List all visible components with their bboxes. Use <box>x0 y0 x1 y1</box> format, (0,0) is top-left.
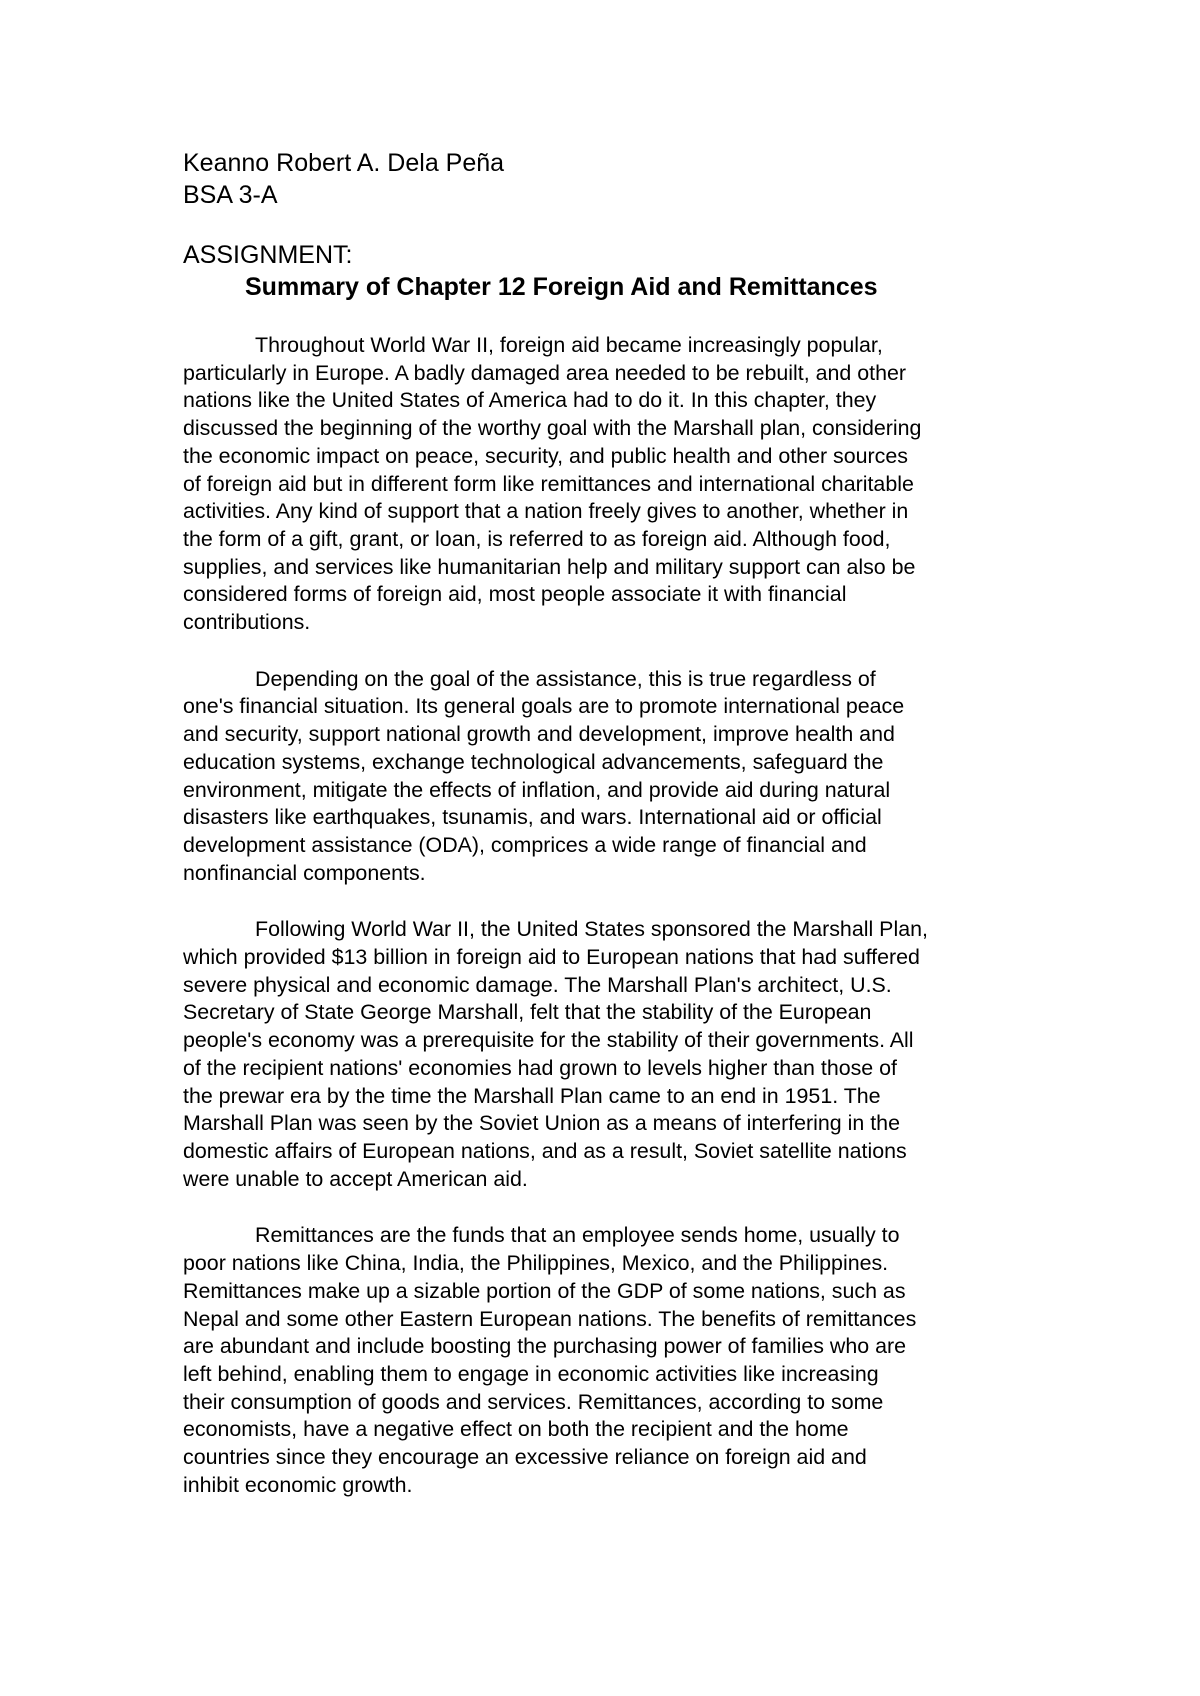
paragraph-line: Remittances are the funds that an employee sends home, usually to <box>255 1223 900 1248</box>
paragraph-line: Remittances make up a sizable portion of the GDP of some nations, such as <box>183 1278 906 1303</box>
paragraph-line: nations like the United States of America had to do it. In this chapter, they <box>183 388 877 413</box>
paragraph-line: of foreign aid but in different form like remittances and international charitable <box>183 471 914 496</box>
paragraph-line: left behind, enabling them to engage in economic activities like increasing <box>183 1361 879 1386</box>
paragraph-4 <box>183 1222 1043 1499</box>
paragraph-line: the form of a gift, grant, or loan, is referred to as foreign aid. Although food, <box>183 526 891 551</box>
paragraph-line: Secretary of State George Marshall, felt that the stability of the European <box>183 1000 872 1025</box>
paragraph-line: were unable to accept American aid. <box>183 1166 528 1191</box>
paragraph-line: of the recipient nations' economies had grown to levels higher than those of <box>183 1055 897 1080</box>
paragraph-line: their consumption of goods and services. Remittances, according to some <box>183 1389 884 1414</box>
paragraph-line: development assistance (ODA), comprices a wide range of financial and <box>183 832 867 857</box>
spacer <box>183 211 1043 239</box>
paragraph-line: activities. Any kind of support that a nation freely gives to another, whether in <box>183 499 909 524</box>
paragraph-line: poor nations like China, India, the Philippines, Mexico, and the Philippines. <box>183 1251 889 1276</box>
paragraph-2 <box>183 666 1043 888</box>
paragraph-line: particularly in Europe. A badly damaged area needed to be rebuilt, and other <box>183 360 907 385</box>
paragraph-line: Following World War II, the United States sponsored the Marshall Plan, <box>255 917 928 942</box>
paragraph-line: supplies, and services like humanitarian help and military support can also be <box>183 554 916 579</box>
paragraph-line: inhibit economic growth. <box>183 1472 413 1497</box>
paragraph-line: which provided $13 billion in foreign aid to European nations that had suffered <box>183 945 920 970</box>
paragraph-line: nonfinancial components. <box>183 860 426 885</box>
paragraph-1 <box>183 332 1043 637</box>
assignment-label: ASSIGNMENT: <box>183 241 353 269</box>
paragraph-line: are abundant and include boosting the purchasing power of families who are <box>183 1334 906 1359</box>
paragraph-line: economists, have a negative effect on both the recipient and the home <box>183 1417 849 1442</box>
paragraph-line: countries since they encourage an excessive reliance on foreign aid and <box>183 1445 867 1470</box>
assignment-title: Summary of Chapter 12 Foreign Aid and Remittances <box>245 273 878 301</box>
student-section: BSA 3-A <box>183 181 278 209</box>
document-content <box>183 147 1043 1499</box>
paragraph-line: Throughout World War II, foreign aid became increasingly popular, <box>255 333 883 357</box>
paragraph-line: discussed the beginning of the worthy goal with the Marshall plan, considering <box>183 416 922 441</box>
paragraph-line: the economic impact on peace, security, and public health and other sources <box>183 443 908 468</box>
paragraph-line: Marshall Plan was seen by the Soviet Union as a means of interfering in the <box>183 1111 900 1136</box>
paragraph-line: disasters like earthquakes, tsunamis, and wars. International aid or official <box>183 805 882 830</box>
student-name: Keanno Robert A. Dela Peña <box>183 149 505 177</box>
paragraph-line: the prewar era by the time the Marshall Plan came to an end in 1951. The <box>183 1083 881 1108</box>
paragraph-line: considered forms of foreign aid, most people associate it with financial <box>183 582 847 607</box>
paragraph-line: Depending on the goal of the assistance, this is true regardless of <box>255 666 876 691</box>
paragraph-3 <box>183 916 1043 1193</box>
paragraph-line: domestic affairs of European nations, and as a result, Soviet satellite nations <box>183 1138 907 1163</box>
paragraph-line: and security, support national growth and development, improve health and <box>183 722 895 747</box>
paragraph-line: severe physical and economic damage. The Marshall Plan's architect, U.S. <box>183 972 892 997</box>
paragraph-line: environment, mitigate the effects of inflation, and provide aid during natural <box>183 777 891 802</box>
paragraph-line: education systems, exchange technological advancements, safeguard the <box>183 749 884 774</box>
paragraph-line: Nepal and some other Eastern European nations. The benefits of remittances <box>183 1306 917 1331</box>
paragraph-line: contributions. <box>183 610 311 635</box>
paragraph-line: people's economy was a prerequisite for the stability of their governments. All <box>183 1028 914 1053</box>
paragraph-line: one's financial situation. Its general goals are to promote international peace <box>183 694 905 719</box>
